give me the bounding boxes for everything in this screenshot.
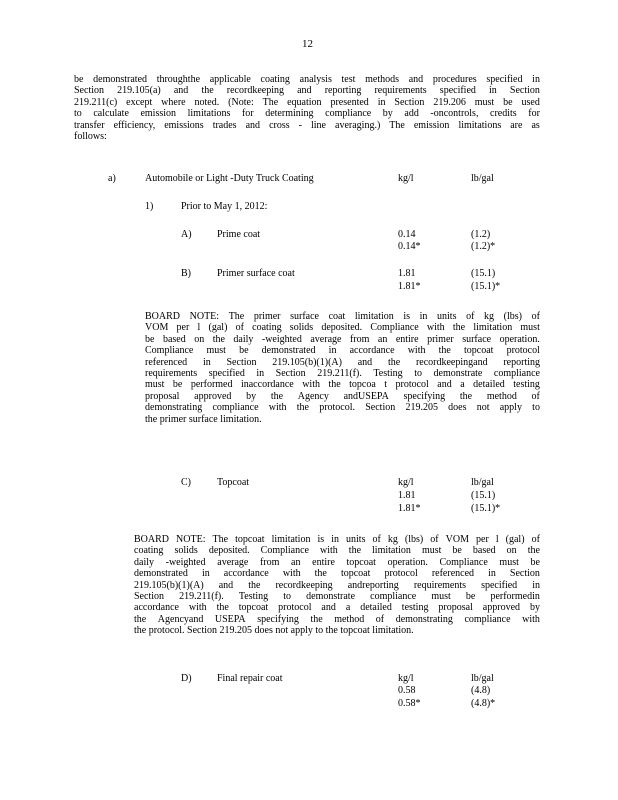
- item-c-kg-value: 1.81*: [398, 503, 421, 514]
- item-c-kg-header: kg/l: [398, 477, 414, 488]
- board-note-line: Section 219.211(f). Testing to demonstrate compliance must be performedin: [134, 591, 540, 603]
- item-c-kg-value: 1.81: [398, 490, 416, 501]
- intro-line: transfer efficiency, emissions trades and cross - line averaging.) The emission limitations are as: [74, 119, 540, 131]
- item-b-label: Primer surface coat: [217, 268, 295, 279]
- item-a-lb-value: (1.2)*: [471, 241, 496, 252]
- item-d-kg-header: kg/l: [398, 673, 414, 684]
- intro-line: Section 219.105(a) and the recordkeeping and reporting requirements specified in Section: [74, 85, 540, 97]
- item-b-marker: B): [181, 268, 191, 279]
- board-note-line: be based on the daily -weighted average from an entire primer surface operation.: [145, 333, 540, 345]
- subsection-1-title: Prior to May 1, 2012:: [181, 201, 268, 212]
- item-c-lb-value: (15.1)*: [471, 503, 501, 514]
- item-d-lb-value: (4.8)*: [471, 698, 496, 709]
- subsection-1-marker: 1): [145, 201, 154, 212]
- board-note-line: the Agencyand USEPA specifying the method of demonstrating compliance with: [134, 613, 540, 625]
- board-note-line: VOM per l (gal) of coating solids deposited. Compliance with the limitation must: [145, 322, 540, 334]
- item-a-kg-value: 0.14: [398, 229, 416, 240]
- intro-paragraph: [74, 74, 540, 142]
- intro-line: follows:: [74, 131, 107, 143]
- board-note-line: referenced in Section 219.105(b)(1)(A) and the recordkeepingand reporting: [145, 356, 540, 368]
- board-note-line: the primer surface limitation.: [145, 413, 262, 425]
- section-a-marker: a): [108, 173, 116, 184]
- page-number: 12: [302, 38, 313, 50]
- item-b-lb-value: (15.1)*: [471, 281, 501, 292]
- board-note-line: demonstrated in accordance with the topcoat protocol referenced in Section: [134, 568, 540, 580]
- intro-line: 219.211(c) except where noted. (Note: The equation presented in Section 219.206 must be used: [74, 96, 540, 108]
- board-note-line: BOARD NOTE: The primer surface coat limitation is in units of kg (lbs) of: [145, 311, 540, 322]
- intro-line: be demonstrated throughthe applicable coating analysis test methods and procedures specified in: [74, 74, 540, 85]
- item-c-label: Topcoat: [217, 477, 250, 488]
- item-c-lb-value: (15.1): [471, 490, 496, 501]
- board-note-line: requirements specified in Section 219.211(f). Testing to demonstrate compliance: [145, 368, 540, 380]
- board-note-line: coating solids deposited. Compliance with the limitation must be based on the: [134, 545, 540, 557]
- item-d-kg-value: 0.58: [398, 685, 416, 696]
- board-note-line: demonstrating compliance with the protocol. Section 219.205 does not apply to: [145, 402, 540, 414]
- board-note-primer: [145, 311, 540, 425]
- unit-lb-header: lb/gal: [471, 173, 494, 184]
- intro-line: to calculate emission limitations for determining compliance by add -oncontrols, credits for: [74, 108, 540, 120]
- section-a-title: Automobile or Light -Duty Truck Coating: [145, 173, 314, 184]
- board-note-line: daily -weighted average from an entire topcoat operation. Compliance must be: [134, 556, 540, 568]
- item-b-kg-value: 1.81: [398, 268, 416, 279]
- item-a-marker: A): [181, 229, 192, 240]
- board-note-line: Compliance must be demonstrated in accordance with the topcoat protocol: [145, 345, 540, 357]
- item-d-kg-value: 0.58*: [398, 698, 421, 709]
- board-note-topcoat: [134, 534, 540, 637]
- item-b-lb-value: (15.1): [471, 268, 496, 279]
- item-d-lb-header: lb/gal: [471, 673, 494, 684]
- board-note-line: BOARD NOTE: The topcoat limitation is in units of kg (lbs) of VOM per l (gal) of: [134, 534, 540, 545]
- item-b-kg-value: 1.81*: [398, 281, 421, 292]
- item-a-kg-value: 0.14*: [398, 241, 421, 252]
- item-a-lb-value: (1.2): [471, 229, 491, 240]
- item-d-lb-value: (4.8): [471, 685, 491, 696]
- item-d-label: Final repair coat: [217, 673, 283, 684]
- board-note-line: 219.105(b)(1)(A) and the recordkeeping andreporting requirements specified in: [134, 579, 540, 591]
- board-note-line: proposal approved by the Agency andUSEPA specifying the method of: [145, 390, 540, 402]
- unit-kg-header: kg/l: [398, 173, 414, 184]
- board-note-line: accordance with the topcoat protocol and a detailed testing proposal approved by: [134, 602, 540, 614]
- item-a-label: Prime coat: [217, 229, 261, 240]
- item-d-marker: D): [181, 673, 192, 684]
- item-c-lb-header: lb/gal: [471, 477, 494, 488]
- board-note-line: the protocol. Section 219.205 does not apply to the topcoat limitation.: [134, 625, 414, 637]
- item-c-marker: C): [181, 477, 191, 488]
- board-note-line: must be performed inaccordance with the topcoa t protocol and a detailed testing: [145, 379, 540, 391]
